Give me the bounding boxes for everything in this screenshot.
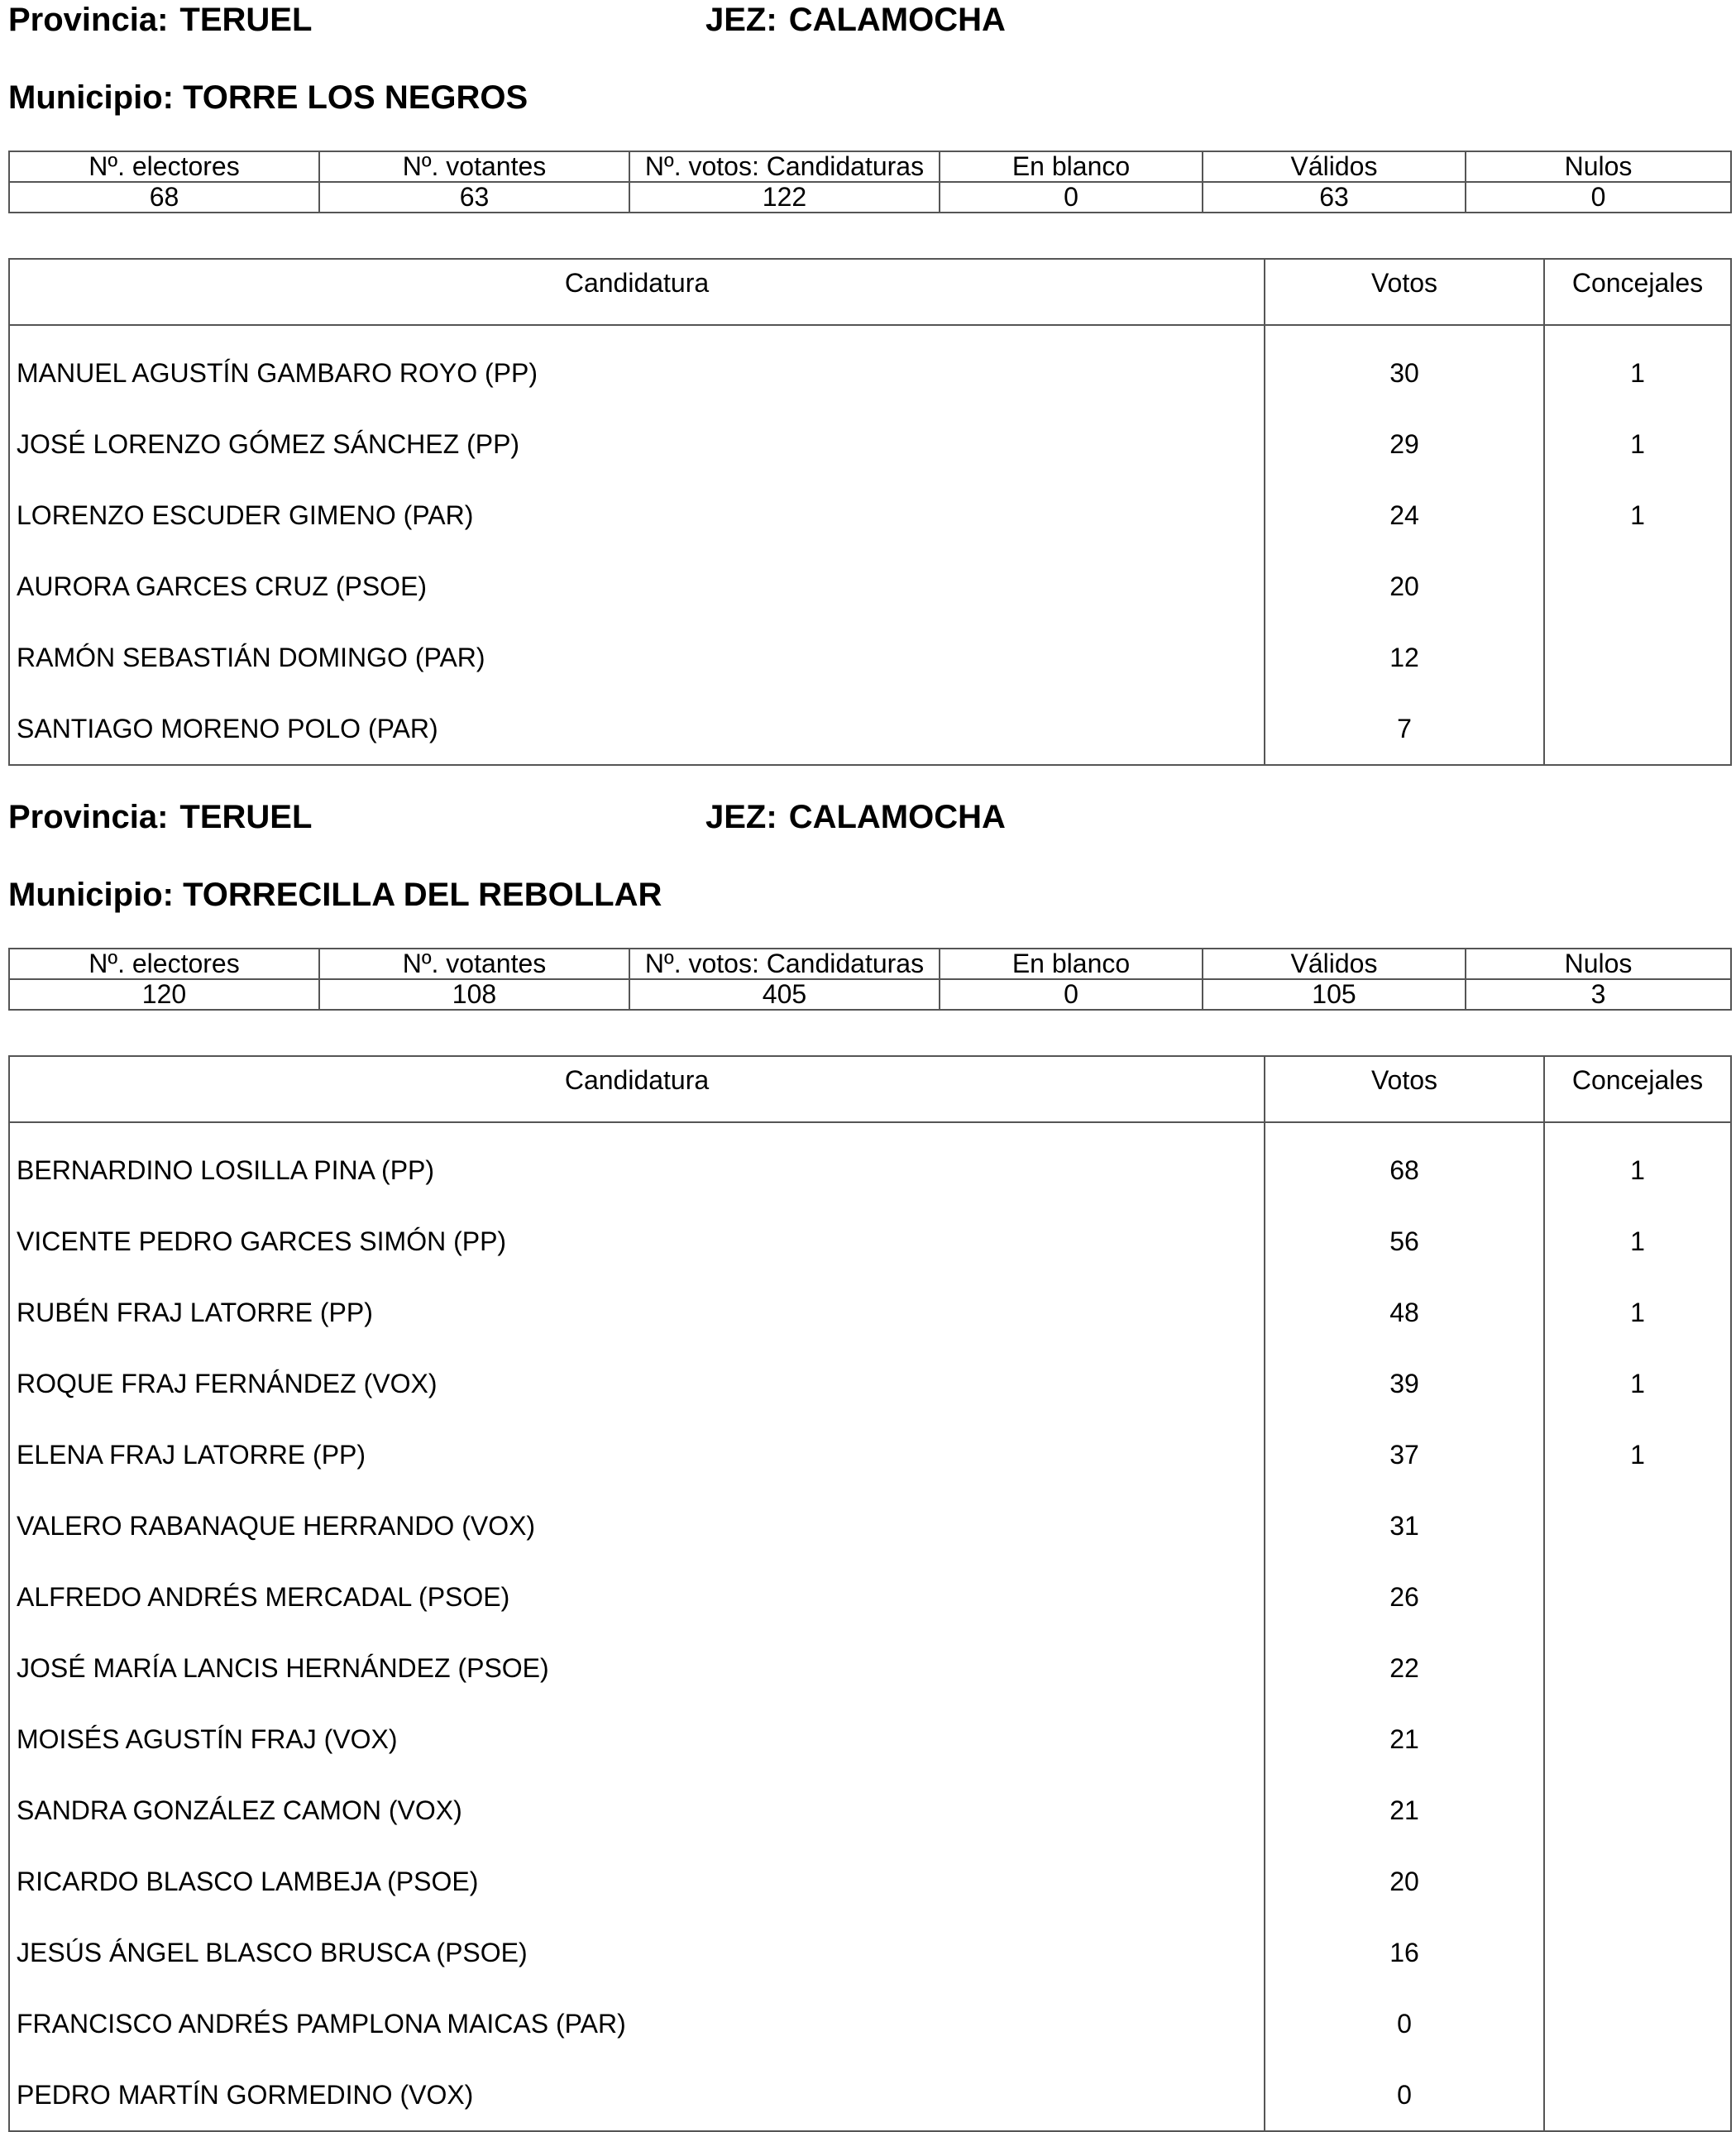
table-row — [9, 409, 1731, 480]
summary-votantes: 108 — [319, 979, 629, 1010]
candidate-concejales — [1544, 1988, 1731, 2059]
candidate-name: ROQUE FRAJ FERNÁNDEZ (VOX) — [9, 1348, 1265, 1419]
municipio-section — [8, 797, 1730, 2120]
candidate-concejales — [1544, 1704, 1731, 1775]
candidate-votos: 20 — [1265, 551, 1544, 622]
table-row — [9, 1561, 1731, 1632]
summary-header-electores: Nº. electores — [9, 949, 319, 979]
candidate-name: VALERO RABANAQUE HERRANDO (VOX) — [9, 1490, 1265, 1561]
summary-table — [8, 948, 1732, 1011]
summary-validos: 105 — [1203, 979, 1466, 1010]
jez-header — [705, 797, 1006, 837]
candidate-name: JESÚS ÁNGEL BLASCO BRUSCA (PSOE) — [9, 1917, 1265, 1988]
summary-en-blanco: 0 — [940, 182, 1203, 213]
candidate-name: RICARDO BLASCO LAMBEJA (PSOE) — [9, 1846, 1265, 1917]
table-row — [9, 1632, 1731, 1704]
candidate-votos: 0 — [1265, 2059, 1544, 2131]
candidate-votos: 68 — [1265, 1122, 1544, 1206]
candidate-name: SANDRA GONZÁLEZ CAMON (VOX) — [9, 1775, 1265, 1846]
table-row — [9, 693, 1731, 765]
municipio-label: Municipio: — [8, 79, 174, 116]
candidate-concejales: 1 — [1544, 325, 1731, 409]
header-candidatura: Candidatura — [9, 259, 1265, 325]
summary-nulos: 0 — [1466, 182, 1731, 213]
candidate-name: MOISÉS AGUSTÍN FRAJ (VOX) — [9, 1704, 1265, 1775]
candidate-name: MANUEL AGUSTÍN GAMBARO ROYO (PP) — [9, 325, 1265, 409]
candidate-votos: 0 — [1265, 1988, 1544, 2059]
municipio-header — [8, 78, 528, 117]
provincia-label: Provincia: — [8, 799, 169, 835]
table-row — [9, 622, 1731, 693]
candidate-concejales: 1 — [1544, 1419, 1731, 1490]
table-row — [9, 1775, 1731, 1846]
table-row — [9, 1917, 1731, 1988]
candidate-concejales — [1544, 622, 1731, 693]
municipio-value: TORRE LOS NEGROS — [183, 79, 528, 116]
table-row — [9, 325, 1731, 409]
candidate-concejales: 1 — [1544, 409, 1731, 480]
summary-electores: 120 — [9, 979, 319, 1010]
summary-votantes: 63 — [319, 182, 629, 213]
summary-header-nulos: Nulos — [1466, 949, 1731, 979]
candidate-name: ELENA FRAJ LATORRE (PP) — [9, 1419, 1265, 1490]
provincia-header — [8, 797, 312, 837]
municipio-section — [8, 0, 1730, 757]
candidate-name: VICENTE PEDRO GARCES SIMÓN (PP) — [9, 1206, 1265, 1277]
candidate-name: AURORA GARCES CRUZ (PSOE) — [9, 551, 1265, 622]
candidate-name: FRANCISCO ANDRÉS PAMPLONA MAICAS (PAR) — [9, 1988, 1265, 2059]
candidate-concejales — [1544, 551, 1731, 622]
results-table — [8, 1055, 1732, 2132]
candidate-name: PEDRO MARTÍN GORMEDINO (VOX) — [9, 2059, 1265, 2131]
candidate-name: RAMÓN SEBASTIÁN DOMINGO (PAR) — [9, 622, 1265, 693]
candidate-votos: 37 — [1265, 1419, 1544, 1490]
jez-value: CALAMOCHA — [788, 2, 1006, 38]
summary-header-en-blanco: En blanco — [940, 151, 1203, 182]
summary-header-votos-candidaturas: Nº. votos: Candidaturas — [629, 151, 940, 182]
header-concejales: Concejales — [1544, 1056, 1731, 1122]
candidate-name: BERNARDINO LOSILLA PINA (PP) — [9, 1122, 1265, 1206]
jez-label: JEZ: — [705, 799, 777, 835]
candidate-concejales: 1 — [1544, 1122, 1731, 1206]
jez-header — [705, 0, 1006, 40]
candidate-votos: 20 — [1265, 1846, 1544, 1917]
header-candidatura: Candidatura — [9, 1056, 1265, 1122]
candidate-concejales — [1544, 1917, 1731, 1988]
table-row — [9, 1988, 1731, 2059]
candidate-concejales — [1544, 693, 1731, 765]
candidate-concejales — [1544, 2059, 1731, 2131]
provincia-header — [8, 0, 312, 40]
summary-header-validos: Válidos — [1203, 151, 1466, 182]
candidate-concejales — [1544, 1561, 1731, 1632]
candidate-concejales — [1544, 1632, 1731, 1704]
candidate-name: JOSÉ LORENZO GÓMEZ SÁNCHEZ (PP) — [9, 409, 1265, 480]
candidate-votos: 26 — [1265, 1561, 1544, 1632]
header-votos: Votos — [1265, 1056, 1544, 1122]
candidate-votos: 31 — [1265, 1490, 1544, 1561]
candidate-concejales: 1 — [1544, 1277, 1731, 1348]
candidate-name: LORENZO ESCUDER GIMENO (PAR) — [9, 480, 1265, 551]
table-row — [9, 1206, 1731, 1277]
table-row — [9, 1704, 1731, 1775]
candidate-name: JOSÉ MARÍA LANCIS HERNÁNDEZ (PSOE) — [9, 1632, 1265, 1704]
candidate-votos: 22 — [1265, 1632, 1544, 1704]
candidate-votos: 24 — [1265, 480, 1544, 551]
header-votos: Votos — [1265, 259, 1544, 325]
candidate-concejales: 1 — [1544, 1206, 1731, 1277]
summary-header-electores: Nº. electores — [9, 151, 319, 182]
table-row — [9, 551, 1731, 622]
summary-values-row — [9, 979, 1731, 1010]
candidate-concejales: 1 — [1544, 1348, 1731, 1419]
results-table — [8, 258, 1732, 766]
summary-header-validos: Válidos — [1203, 949, 1466, 979]
summary-header-row — [9, 949, 1731, 979]
table-row — [9, 1490, 1731, 1561]
summary-header-votos-candidaturas: Nº. votos: Candidaturas — [629, 949, 940, 979]
candidate-concejales: 1 — [1544, 480, 1731, 551]
candidate-concejales — [1544, 1775, 1731, 1846]
results-header-row — [9, 259, 1731, 325]
summary-votos-candidaturas: 405 — [629, 979, 940, 1010]
candidate-votos: 16 — [1265, 1917, 1544, 1988]
candidate-votos: 21 — [1265, 1704, 1544, 1775]
candidate-votos: 7 — [1265, 693, 1544, 765]
summary-votos-candidaturas: 122 — [629, 182, 940, 213]
table-row — [9, 1348, 1731, 1419]
candidate-votos: 56 — [1265, 1206, 1544, 1277]
candidate-concejales — [1544, 1490, 1731, 1561]
summary-validos: 63 — [1203, 182, 1466, 213]
summary-header-votantes: Nº. votantes — [319, 151, 629, 182]
candidate-name: ALFREDO ANDRÉS MERCADAL (PSOE) — [9, 1561, 1265, 1632]
provincia-label: Provincia: — [8, 2, 169, 38]
provincia-value: TERUEL — [179, 2, 313, 38]
results-header-row — [9, 1056, 1731, 1122]
candidate-votos: 12 — [1265, 622, 1544, 693]
summary-values-row — [9, 182, 1731, 213]
summary-en-blanco: 0 — [940, 979, 1203, 1010]
municipio-header — [8, 875, 662, 915]
candidate-votos: 39 — [1265, 1348, 1544, 1419]
jez-value: CALAMOCHA — [788, 799, 1006, 835]
header-concejales: Concejales — [1544, 259, 1731, 325]
candidate-votos: 29 — [1265, 409, 1544, 480]
candidate-votos: 21 — [1265, 1775, 1544, 1846]
provincia-value: TERUEL — [179, 799, 313, 835]
summary-electores: 68 — [9, 182, 319, 213]
candidate-name: RUBÉN FRAJ LATORRE (PP) — [9, 1277, 1265, 1348]
municipio-value: TORRECILLA DEL REBOLLAR — [183, 877, 662, 913]
summary-table — [8, 151, 1732, 213]
table-row — [9, 1122, 1731, 1206]
candidate-votos: 30 — [1265, 325, 1544, 409]
municipio-label: Municipio: — [8, 877, 174, 913]
jez-label: JEZ: — [705, 2, 777, 38]
summary-header-row — [9, 151, 1731, 182]
table-row — [9, 480, 1731, 551]
summary-header-nulos: Nulos — [1466, 151, 1731, 182]
summary-nulos: 3 — [1466, 979, 1731, 1010]
candidate-name: SANTIAGO MORENO POLO (PAR) — [9, 693, 1265, 765]
table-row — [9, 1277, 1731, 1348]
summary-header-votantes: Nº. votantes — [319, 949, 629, 979]
table-row — [9, 2059, 1731, 2131]
table-row — [9, 1846, 1731, 1917]
table-row — [9, 1419, 1731, 1490]
candidate-concejales — [1544, 1846, 1731, 1917]
candidate-votos: 48 — [1265, 1277, 1544, 1348]
summary-header-en-blanco: En blanco — [940, 949, 1203, 979]
